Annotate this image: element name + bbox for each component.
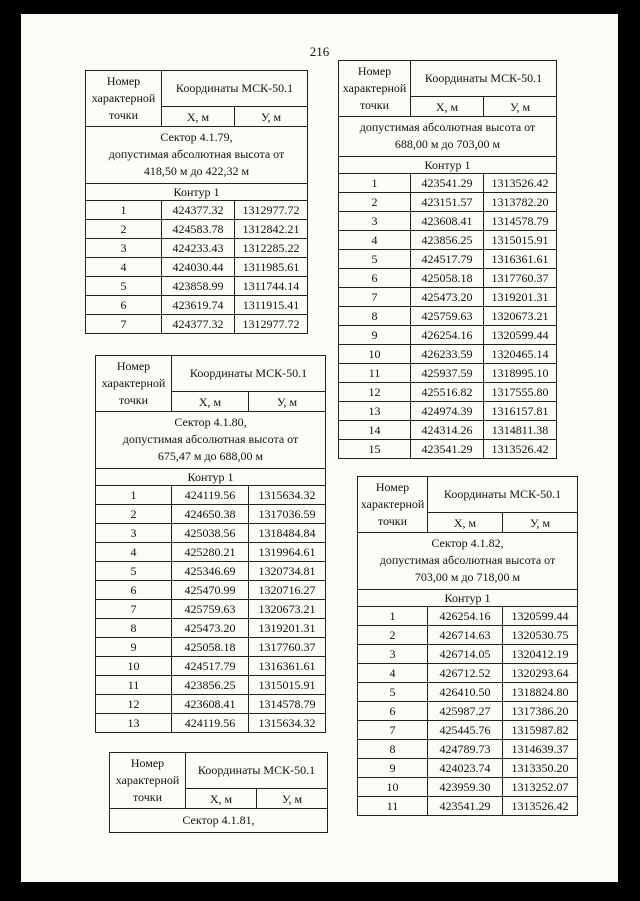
y-value: 1320673.21	[249, 600, 326, 619]
sector-line: допустимая абсолютная высота от	[122, 432, 299, 446]
x-header: Х, м	[186, 789, 257, 809]
y-header: У, м	[249, 392, 326, 412]
x-value: 425987.27	[428, 702, 503, 721]
x-value: 424517.79	[411, 250, 484, 269]
coord-table-sector-4-1-79	[85, 70, 308, 334]
y-value: 1320734.81	[249, 562, 326, 581]
point-number: 2	[86, 220, 162, 239]
x-value: 424119.56	[172, 714, 249, 733]
x-value: 426714.05	[428, 645, 503, 664]
x-header: Х, м	[162, 107, 235, 127]
point-number: 1	[86, 201, 162, 220]
table-row	[339, 193, 557, 212]
point-number-header: Номер характерной точки	[358, 477, 428, 533]
x-value: 424233.43	[162, 239, 235, 258]
table-row	[339, 421, 557, 440]
table-row	[339, 440, 557, 459]
sector-description	[339, 117, 557, 157]
point-number: 10	[96, 657, 172, 676]
point-number: 1	[358, 607, 428, 626]
y-value: 1319201.31	[249, 619, 326, 638]
point-number: 13	[96, 714, 172, 733]
x-value: 423858.99	[162, 277, 235, 296]
y-value: 1318995.10	[484, 364, 557, 383]
sector-row	[358, 533, 578, 590]
point-number: 9	[96, 638, 172, 657]
table-row	[339, 174, 557, 193]
table-row	[358, 645, 578, 664]
table-row	[86, 277, 308, 296]
point-number-header: Номер характерной точки	[86, 71, 162, 127]
y-value: 1315634.32	[249, 486, 326, 505]
point-number: 7	[339, 288, 411, 307]
x-value: 423151.57	[411, 193, 484, 212]
y-value: 1318824.80	[503, 683, 578, 702]
x-value: 423856.25	[172, 676, 249, 695]
contour-label: Контур 1	[86, 184, 308, 201]
contour-row	[358, 590, 578, 607]
point-number: 3	[96, 524, 172, 543]
y-value: 1313526.42	[484, 440, 557, 459]
y-value: 1314639.37	[503, 740, 578, 759]
point-number: 11	[339, 364, 411, 383]
y-value: 1320599.44	[484, 326, 557, 345]
table-row	[96, 524, 326, 543]
y-value: 1313526.42	[484, 174, 557, 193]
point-number: 13	[339, 402, 411, 421]
x-value: 425280.21	[172, 543, 249, 562]
y-header: У, м	[484, 97, 557, 117]
coord-table-continuation	[338, 60, 557, 459]
x-header: Х, м	[428, 513, 503, 533]
point-number-header: Номер характерной точки	[110, 753, 186, 809]
table-row	[339, 364, 557, 383]
point-number: 8	[96, 619, 172, 638]
sector-row	[339, 117, 557, 157]
point-number: 4	[86, 258, 162, 277]
point-number: 1	[339, 174, 411, 193]
y-value: 1317036.59	[249, 505, 326, 524]
contour-row	[86, 184, 308, 201]
table-row	[96, 486, 326, 505]
x-value: 425470.99	[172, 581, 249, 600]
point-number: 10	[358, 778, 428, 797]
x-value: 425759.63	[172, 600, 249, 619]
x-value: 423541.29	[411, 440, 484, 459]
table-row	[96, 562, 326, 581]
contour-row	[339, 157, 557, 174]
table-row	[358, 683, 578, 702]
table-row	[96, 600, 326, 619]
table-row	[339, 307, 557, 326]
y-value: 1319201.31	[484, 288, 557, 307]
point-number: 6	[358, 702, 428, 721]
sector-line: 688,00 м до 703,00 м	[394, 137, 501, 151]
y-value: 1314811.38	[484, 421, 557, 440]
coordinates-header: Координаты МСК-50.1	[411, 61, 557, 97]
sector-line: 418,50 м до 422,32 м	[143, 164, 250, 178]
x-value: 424583.78	[162, 220, 235, 239]
y-value: 1311985.61	[235, 258, 308, 277]
table-row	[358, 702, 578, 721]
table-row	[96, 695, 326, 714]
point-number: 7	[358, 721, 428, 740]
document-page	[21, 14, 618, 882]
y-value: 1319964.61	[249, 543, 326, 562]
contour-label: Контур 1	[358, 590, 578, 607]
point-number: 5	[86, 277, 162, 296]
point-number: 14	[339, 421, 411, 440]
x-value: 425516.82	[411, 383, 484, 402]
y-value: 1312285.22	[235, 239, 308, 258]
table-row	[358, 797, 578, 816]
table-row	[96, 657, 326, 676]
x-value: 423959.30	[428, 778, 503, 797]
x-value: 423541.29	[428, 797, 503, 816]
x-value: 424377.32	[162, 315, 235, 334]
x-value: 425473.20	[172, 619, 249, 638]
y-value: 1320530.75	[503, 626, 578, 645]
y-value: 1320465.14	[484, 345, 557, 364]
point-number: 1	[96, 486, 172, 505]
x-value: 424517.79	[172, 657, 249, 676]
contour-row	[96, 469, 326, 486]
coordinates-header: Координаты МСК-50.1	[186, 753, 328, 789]
x-header: Х, м	[172, 392, 249, 412]
y-value: 1315015.91	[484, 231, 557, 250]
table-row	[339, 383, 557, 402]
sector-row	[86, 127, 308, 184]
point-number: 2	[358, 626, 428, 645]
sector-line: допустимая абсолютная высота от	[359, 120, 536, 134]
table-row	[96, 676, 326, 695]
y-value: 1312977.72	[235, 201, 308, 220]
x-value: 423856.25	[411, 231, 484, 250]
x-value: 425445.76	[428, 721, 503, 740]
point-number: 10	[339, 345, 411, 364]
header-row	[96, 356, 326, 392]
header-row	[110, 753, 328, 789]
table-row	[358, 626, 578, 645]
point-number: 6	[96, 581, 172, 600]
point-number: 4	[358, 664, 428, 683]
sector-row	[110, 809, 328, 833]
x-value: 424030.44	[162, 258, 235, 277]
sector-line: допустимая абсолютная высота от	[108, 147, 285, 161]
x-value: 426712.52	[428, 664, 503, 683]
sector-line: допустимая абсолютная высота от	[379, 553, 556, 567]
table-row	[339, 345, 557, 364]
x-value: 425346.69	[172, 562, 249, 581]
table-row	[339, 250, 557, 269]
y-value: 1312842.21	[235, 220, 308, 239]
x-value: 425473.20	[411, 288, 484, 307]
y-value: 1316361.61	[484, 250, 557, 269]
y-value: 1313526.42	[503, 797, 578, 816]
table-row	[358, 664, 578, 683]
table-row	[358, 778, 578, 797]
point-number: 9	[339, 326, 411, 345]
x-value: 426714.63	[428, 626, 503, 645]
sector-line: 675,47 м до 688,00 м	[157, 449, 264, 463]
coord-table-sector-4-1-82	[357, 476, 578, 816]
table-row	[339, 288, 557, 307]
y-value: 1316157.81	[484, 402, 557, 421]
coordinates-header: Координаты МСК-50.1	[172, 356, 326, 392]
y-value: 1317386.20	[503, 702, 578, 721]
point-number: 11	[96, 676, 172, 695]
coordinates-header: Координаты МСК-50.1	[162, 71, 308, 107]
y-value: 1315987.82	[503, 721, 578, 740]
y-value: 1317555.80	[484, 383, 557, 402]
x-value: 426254.16	[411, 326, 484, 345]
x-value: 425058.18	[411, 269, 484, 288]
header-row	[86, 71, 308, 107]
table-row	[96, 505, 326, 524]
table-row	[339, 212, 557, 231]
x-value: 423608.41	[411, 212, 484, 231]
coord-table-sector-4-1-80	[95, 355, 326, 733]
point-number: 8	[358, 740, 428, 759]
y-value: 1311915.41	[235, 296, 308, 315]
y-value: 1314578.79	[484, 212, 557, 231]
header-row	[358, 477, 578, 513]
y-value: 1318484.84	[249, 524, 326, 543]
table-row	[86, 220, 308, 239]
x-value: 424789.73	[428, 740, 503, 759]
page-number: 216	[309, 44, 330, 59]
point-number: 4	[96, 543, 172, 562]
point-number: 15	[339, 440, 411, 459]
table-row	[96, 714, 326, 733]
table-row	[358, 607, 578, 626]
y-value: 1317760.37	[484, 269, 557, 288]
point-number-header: Номер характерной точки	[339, 61, 411, 117]
y-value: 1320599.44	[503, 607, 578, 626]
point-number: 6	[86, 296, 162, 315]
x-value: 423541.29	[411, 174, 484, 193]
point-number: 3	[86, 239, 162, 258]
point-number: 12	[339, 383, 411, 402]
sector-line: Сектор 4.1.82,	[431, 536, 504, 550]
point-number: 8	[339, 307, 411, 326]
sector-row	[96, 412, 326, 469]
point-number: 12	[96, 695, 172, 714]
sector-description	[358, 533, 578, 590]
point-number: 7	[86, 315, 162, 334]
table-row	[96, 619, 326, 638]
sector-line: Сектор 4.1.80,	[174, 415, 247, 429]
point-number: 9	[358, 759, 428, 778]
x-value: 425058.18	[172, 638, 249, 657]
point-number: 5	[339, 250, 411, 269]
y-value: 1320293.64	[503, 664, 578, 683]
y-value: 1315634.32	[249, 714, 326, 733]
y-value: 1311744.14	[235, 277, 308, 296]
x-value: 424377.32	[162, 201, 235, 220]
sector-description	[96, 412, 326, 469]
x-value: 423619.74	[162, 296, 235, 315]
x-value: 426410.50	[428, 683, 503, 702]
table-row	[86, 258, 308, 277]
table-row	[96, 543, 326, 562]
point-number: 3	[358, 645, 428, 664]
x-value: 425937.59	[411, 364, 484, 383]
table-row	[339, 231, 557, 250]
x-value: 424119.56	[172, 486, 249, 505]
y-value: 1315015.91	[249, 676, 326, 695]
y-value: 1316361.61	[249, 657, 326, 676]
y-header: У, м	[235, 107, 308, 127]
y-value: 1320412.19	[503, 645, 578, 664]
table-row	[339, 326, 557, 345]
x-value: 426233.59	[411, 345, 484, 364]
y-value: 1317760.37	[249, 638, 326, 657]
point-number: 4	[339, 231, 411, 250]
contour-label: Контур 1	[96, 469, 326, 486]
x-value: 424314.26	[411, 421, 484, 440]
point-number: 2	[96, 505, 172, 524]
y-value: 1320673.21	[484, 307, 557, 326]
table-row	[86, 201, 308, 220]
x-value: 424023.74	[428, 759, 503, 778]
contour-label: Контур 1	[339, 157, 557, 174]
table-row	[86, 239, 308, 258]
table-row	[96, 638, 326, 657]
x-header: Х, м	[411, 97, 484, 117]
x-value: 423608.41	[172, 695, 249, 714]
coordinates-header: Координаты МСК-50.1	[428, 477, 578, 513]
y-header: У, м	[503, 513, 578, 533]
table-row	[96, 581, 326, 600]
sector-description	[110, 809, 328, 833]
x-value: 425038.56	[172, 524, 249, 543]
point-number: 5	[96, 562, 172, 581]
sector-line: Сектор 4.1.81,	[182, 812, 255, 827]
table-row	[358, 740, 578, 759]
table-row	[358, 759, 578, 778]
sector-line: 703,00 м до 718,00 м	[414, 570, 521, 584]
y-value: 1320716.27	[249, 581, 326, 600]
x-value: 424974.39	[411, 402, 484, 421]
y-value: 1313782.20	[484, 193, 557, 212]
x-value: 425759.63	[411, 307, 484, 326]
point-number: 3	[339, 212, 411, 231]
sector-description	[86, 127, 308, 184]
table-row	[86, 296, 308, 315]
point-number: 5	[358, 683, 428, 702]
x-value: 424650.38	[172, 505, 249, 524]
point-number: 6	[339, 269, 411, 288]
sector-line: Сектор 4.1.79,	[160, 130, 233, 144]
coord-table-sector-4-1-81	[109, 752, 328, 833]
y-value: 1312977.72	[235, 315, 308, 334]
point-number-header: Номер характерной точки	[96, 356, 172, 412]
y-header: У, м	[257, 789, 328, 809]
point-number: 2	[339, 193, 411, 212]
table-row	[86, 315, 308, 334]
point-number: 11	[358, 797, 428, 816]
y-value: 1313252.07	[503, 778, 578, 797]
table-row	[339, 402, 557, 421]
table-row	[339, 269, 557, 288]
point-number: 7	[96, 600, 172, 619]
table-row	[358, 721, 578, 740]
y-value: 1313350.20	[503, 759, 578, 778]
y-value: 1314578.79	[249, 695, 326, 714]
x-value: 426254.16	[428, 607, 503, 626]
header-row	[339, 61, 557, 97]
